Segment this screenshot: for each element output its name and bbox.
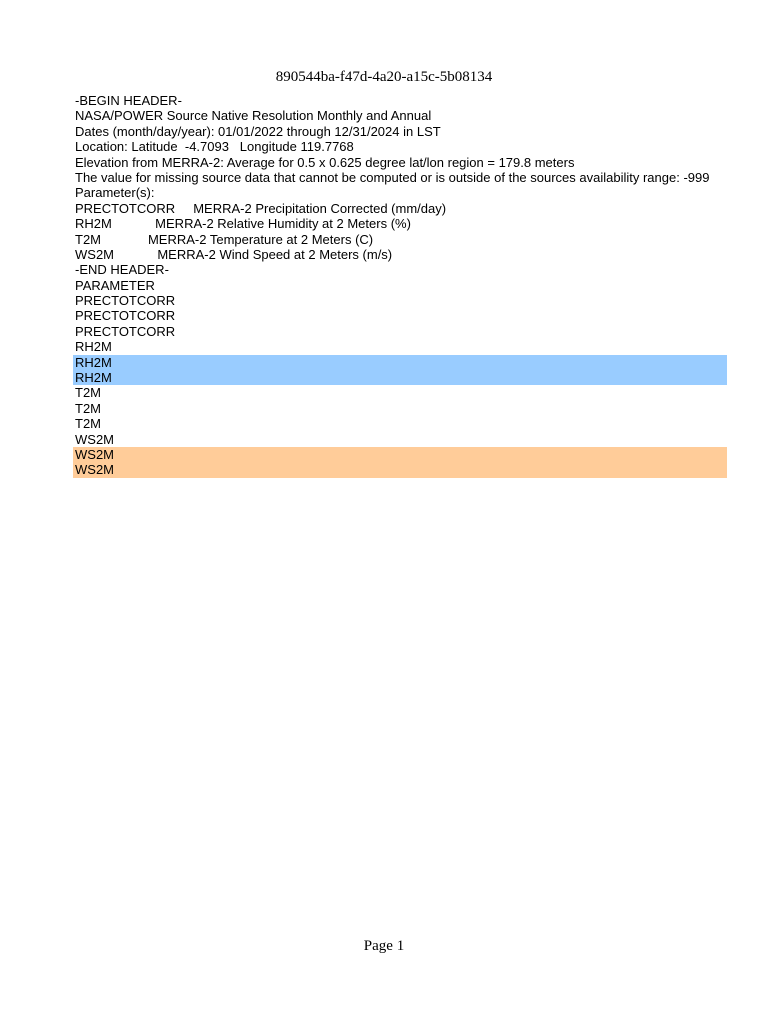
sheet-row-missing-value: The value for missing source data that cannot be computed or is outside of the sources availability range: -999 bbox=[75, 169, 710, 185]
sheet-row-data: T2M bbox=[75, 400, 101, 416]
sheet-row-parameter-heading: PARAMETER bbox=[75, 277, 155, 293]
sheet-row-end-header: -END HEADER- bbox=[75, 262, 169, 278]
sheet-row-data-highlighted: RH2M bbox=[73, 355, 727, 370]
page-header-id: 890544ba-f47d-4a20-a15c-5b08134 bbox=[275, 69, 493, 85]
sheet-row-data-highlighted: WS2M bbox=[73, 462, 727, 477]
sheet-row-data: WS2M bbox=[75, 431, 114, 447]
spreadsheet-sheet bbox=[73, 93, 727, 478]
sheet-row-data: T2M bbox=[75, 385, 101, 401]
sheet-row-elevation: Elevation from MERRA-2: Average for 0.5 x 0.625 degree lat/lon region = 179.8 meters bbox=[75, 154, 575, 170]
sheet-row-location: Location: Latitude -4.7093 Longitude 119.7768 bbox=[75, 139, 354, 155]
sheet-row-param-prectotcorr: PRECTOTCORR MERRA-2 Precipitation Corrected (mm/day) bbox=[75, 200, 447, 216]
sheet-row-param-rh2m: RH2M MERRA-2 Relative Humidity at 2 Meters (%) bbox=[75, 216, 411, 232]
sheet-row-data: RH2M bbox=[75, 339, 112, 355]
sheet-row-param-ws2m: WS2M MERRA-2 Wind Speed at 2 Meters (m/s) bbox=[75, 246, 393, 262]
sheet-row-parameters-label: Parameter(s): bbox=[75, 185, 155, 201]
sheet-row-data: PRECTOTCORR bbox=[75, 308, 176, 324]
sheet-row-data-highlighted: WS2M bbox=[73, 447, 727, 462]
sheet-row-begin-header: -BEGIN HEADER- bbox=[75, 93, 182, 108]
sheet-row-data: PRECTOTCORR bbox=[75, 293, 176, 309]
sheet-row-param-t2m: T2M MERRA-2 Temperature at 2 Meters (C) bbox=[75, 231, 374, 247]
page-footer-number: Page 1 bbox=[363, 938, 405, 954]
sheet-row-data: T2M bbox=[75, 416, 101, 432]
sheet-row-dates: Dates (month/day/year): 01/01/2022 through 12/31/2024 in LST bbox=[75, 123, 441, 139]
sheet-row-source: NASA/POWER Source Native Resolution Monthly and Annual bbox=[75, 108, 432, 124]
sheet-row-data: PRECTOTCORR bbox=[75, 323, 176, 339]
sheet-row-data-highlighted: RH2M bbox=[73, 370, 727, 385]
